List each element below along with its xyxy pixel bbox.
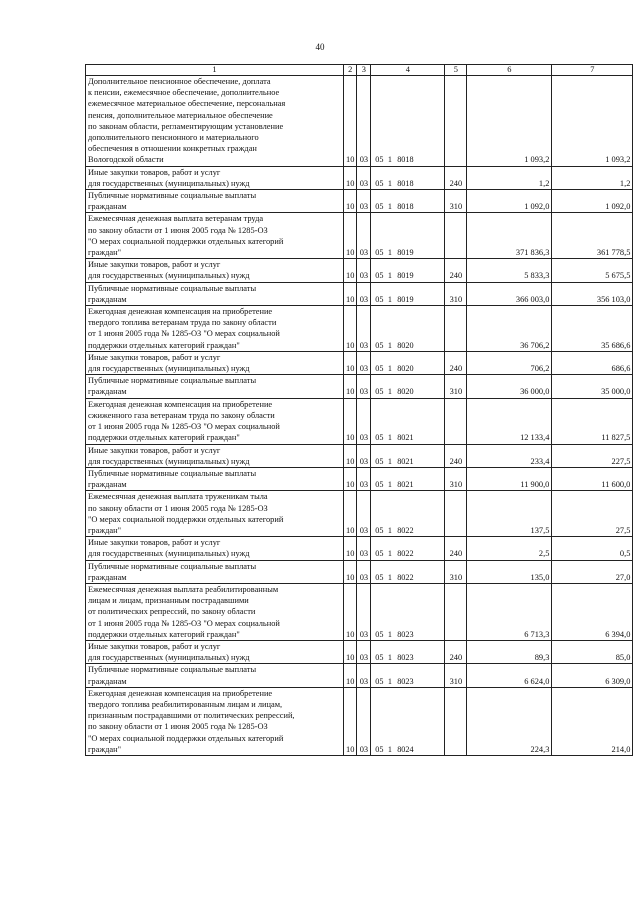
row-description <box>86 375 344 398</box>
table-row <box>86 640 633 663</box>
section-code: 10 <box>344 687 357 755</box>
table-row <box>86 560 633 583</box>
amount-year-2: 0,5 <box>552 537 633 560</box>
subsection-code: 03 <box>357 282 371 305</box>
amount-year-1: 1 093,2 <box>467 76 552 167</box>
row-description <box>86 213 344 259</box>
description-line: от политических репрессий, по закону области <box>88 607 256 617</box>
subsection-code: 03 <box>357 664 371 687</box>
target-article-code <box>371 398 445 444</box>
amount-year-1: 135,0 <box>467 560 552 583</box>
code-part: 1 <box>387 549 392 559</box>
row-description <box>86 351 344 374</box>
section-code: 10 <box>344 537 357 560</box>
target-article-code <box>371 213 445 259</box>
amount-year-2: 1,2 <box>552 166 633 189</box>
code-part: 8020 <box>397 340 414 350</box>
expense-type-code: 310 <box>445 375 467 398</box>
description-line: "О мерах социальной поддержки отдельных категорий <box>88 733 284 743</box>
section-code: 10 <box>344 76 357 167</box>
header-cell: 3 <box>357 65 371 76</box>
header-cell: 5 <box>445 65 467 76</box>
amount-year-1: 1,2 <box>467 166 552 189</box>
amount-year-1: 5 833,3 <box>467 259 552 282</box>
description-line: Публичные нормативные социальные выплаты <box>88 665 257 675</box>
amount-year-1: 224,3 <box>467 687 552 755</box>
amount-year-2: 214,0 <box>552 687 633 755</box>
description-line: для государственных (муниципальных) нужд <box>88 271 250 281</box>
target-article-code <box>371 491 445 537</box>
section-code: 10 <box>344 444 357 467</box>
header-cell: 7 <box>552 65 633 76</box>
amount-year-2: 1 092,0 <box>552 190 633 213</box>
code-part: 05 <box>375 653 384 663</box>
section-code: 10 <box>344 351 357 374</box>
row-description <box>86 537 344 560</box>
target-article-code <box>371 640 445 663</box>
row-description <box>86 491 344 537</box>
description-line: граждан" <box>88 525 122 535</box>
expense-type-code <box>445 398 467 444</box>
table-row <box>86 190 633 213</box>
code-part: 8023 <box>397 629 414 639</box>
subsection-code: 03 <box>357 467 371 490</box>
description-line: дополнительного пенсионного и материального <box>88 133 259 143</box>
section-code: 10 <box>344 664 357 687</box>
description-line: Публичные нормативные социальные выплаты <box>88 191 257 201</box>
code-part: 8021 <box>397 480 414 490</box>
code-part: 1 <box>387 480 392 490</box>
target-article-code <box>371 351 445 374</box>
description-line: Иные закупки товаров, работ и услуг <box>88 641 221 651</box>
expense-type-code <box>445 491 467 537</box>
code-part: 05 <box>375 525 384 535</box>
section-code: 10 <box>344 640 357 663</box>
amount-year-1: 1 092,0 <box>467 190 552 213</box>
page-number: 40 <box>315 42 325 52</box>
description-line: по закону области от 1 июня 2005 года № 1285-ОЗ <box>88 225 268 235</box>
expense-type-code <box>445 306 467 352</box>
code-part: 05 <box>375 549 384 559</box>
code-part: 1 <box>387 676 392 686</box>
target-article-code <box>371 166 445 189</box>
amount-year-1: 371 836,3 <box>467 213 552 259</box>
amount-year-1: 233,4 <box>467 444 552 467</box>
subsection-code: 03 <box>357 444 371 467</box>
subsection-code: 03 <box>357 398 371 444</box>
code-part: 1 <box>387 629 392 639</box>
code-part: 05 <box>375 433 384 443</box>
description-line: Ежемесячная денежная выплата труженикам тыла <box>88 492 268 502</box>
amount-year-1: 6 624,0 <box>467 664 552 687</box>
code-part: 8018 <box>397 155 414 165</box>
row-description <box>86 306 344 352</box>
table-row <box>86 687 633 755</box>
amount-year-2: 356 103,0 <box>552 282 633 305</box>
row-description <box>86 259 344 282</box>
section-code: 10 <box>344 583 357 640</box>
target-article-code <box>371 687 445 755</box>
section-code: 10 <box>344 560 357 583</box>
description-line: Дополнительное пенсионное обеспечение, доплата <box>88 77 271 86</box>
subsection-code: 03 <box>357 537 371 560</box>
target-article-code <box>371 259 445 282</box>
code-part: 1 <box>387 525 392 535</box>
description-line: от 1 июня 2005 года № 1285-ОЗ "О мерах социальной <box>88 618 280 628</box>
description-line: Вологодской области <box>88 155 164 165</box>
section-code: 10 <box>344 375 357 398</box>
expense-type-code: 310 <box>445 664 467 687</box>
section-code: 10 <box>344 306 357 352</box>
code-part: 8023 <box>397 653 414 663</box>
code-part: 8019 <box>397 294 414 304</box>
description-line: Иные закупки товаров, работ и услуг <box>88 260 221 270</box>
description-line: Иные закупки товаров, работ и услуг <box>88 538 221 548</box>
expense-type-code <box>445 687 467 755</box>
expense-type-code: 310 <box>445 467 467 490</box>
amount-year-2: 686,6 <box>552 351 633 374</box>
code-part: 1 <box>387 202 392 212</box>
code-part: 05 <box>375 178 384 188</box>
code-part: 05 <box>375 271 384 281</box>
amount-year-2: 85,0 <box>552 640 633 663</box>
code-part: 8018 <box>397 178 414 188</box>
amount-year-2: 227,5 <box>552 444 633 467</box>
code-part: 8023 <box>397 676 414 686</box>
row-description <box>86 583 344 640</box>
table-row <box>86 664 633 687</box>
expense-type-code: 240 <box>445 537 467 560</box>
description-line: по закону области от 1 июня 2005 года № 1285-ОЗ <box>88 503 268 513</box>
target-article-code <box>371 537 445 560</box>
expense-type-code: 310 <box>445 560 467 583</box>
description-line: Иные закупки товаров, работ и услуг <box>88 445 221 455</box>
amount-year-1: 36 000,0 <box>467 375 552 398</box>
description-line: пенсия, дополнительное материальное обеспечение <box>88 110 273 120</box>
table-header-row <box>86 65 633 76</box>
amount-year-2: 6 309,0 <box>552 664 633 687</box>
code-part: 8022 <box>397 525 414 535</box>
row-description <box>86 560 344 583</box>
row-description <box>86 76 344 167</box>
description-line: по законам области, регламентирующим установление <box>88 121 284 131</box>
description-line: гражданам <box>88 480 127 490</box>
code-part: 1 <box>387 340 392 350</box>
description-line: Ежемесячная денежная выплата реабилитированным <box>88 584 279 594</box>
subsection-code: 03 <box>357 190 371 213</box>
table-row <box>86 491 633 537</box>
section-code: 10 <box>344 259 357 282</box>
row-description <box>86 664 344 687</box>
expense-type-code: 310 <box>445 190 467 213</box>
code-part: 1 <box>387 433 392 443</box>
description-line: гражданам <box>88 387 127 397</box>
budget-table <box>85 64 633 756</box>
expense-type-code: 240 <box>445 351 467 374</box>
row-description <box>86 282 344 305</box>
description-line: лицам и лицам, признанным пострадавшими <box>88 596 249 606</box>
table-row <box>86 537 633 560</box>
amount-year-1: 137,5 <box>467 491 552 537</box>
description-line: Публичные нормативные социальные выплаты <box>88 283 257 293</box>
amount-year-1: 2,5 <box>467 537 552 560</box>
description-line: признанным пострадавшими от политических репрессий, <box>88 711 295 721</box>
subsection-code: 03 <box>357 375 371 398</box>
row-description <box>86 398 344 444</box>
code-part: 8022 <box>397 572 414 582</box>
section-code: 10 <box>344 467 357 490</box>
subsection-code: 03 <box>357 351 371 374</box>
description-line: поддержки отдельных категорий граждан" <box>88 433 240 443</box>
table-row <box>86 306 633 352</box>
code-part: 05 <box>375 294 384 304</box>
code-part: 05 <box>375 364 384 374</box>
header-cell: 1 <box>86 65 344 76</box>
row-description <box>86 444 344 467</box>
target-article-code <box>371 306 445 352</box>
target-article-code <box>371 664 445 687</box>
table-row <box>86 282 633 305</box>
table-row <box>86 76 633 167</box>
code-part: 1 <box>387 294 392 304</box>
description-line: Публичные нормативные социальные выплаты <box>88 376 257 386</box>
description-line: гражданам <box>88 572 127 582</box>
table-row <box>86 467 633 490</box>
code-part: 05 <box>375 387 384 397</box>
subsection-code: 03 <box>357 640 371 663</box>
description-line: сжиженного газа ветеранам труда по закону области <box>88 410 275 420</box>
description-line: от 1 июня 2005 года № 1285-ОЗ "О мерах социальной <box>88 422 280 432</box>
amount-year-1: 366 003,0 <box>467 282 552 305</box>
row-description <box>86 467 344 490</box>
section-code: 10 <box>344 213 357 259</box>
amount-year-1: 89,3 <box>467 640 552 663</box>
description-line: поддержки отдельных категорий граждан" <box>88 340 240 350</box>
description-line: для государственных (муниципальных) нужд <box>88 178 250 188</box>
code-part: 1 <box>387 248 392 258</box>
section-code: 10 <box>344 282 357 305</box>
description-line: гражданам <box>88 294 127 304</box>
code-part: 05 <box>375 155 384 165</box>
description-line: гражданам <box>88 202 127 212</box>
description-line: Ежегодная денежная компенсация на приобретение <box>88 399 273 409</box>
description-line: Ежегодная денежная компенсация на приобретение <box>88 688 273 698</box>
description-line: Публичные нормативные социальные выплаты <box>88 468 257 478</box>
description-line: твердого топлива реабилитированным лицам и лицам, <box>88 699 283 709</box>
code-part: 1 <box>387 744 392 754</box>
amount-year-2: 35 686,6 <box>552 306 633 352</box>
amount-year-2: 5 675,5 <box>552 259 633 282</box>
table-row <box>86 444 633 467</box>
amount-year-1: 706,2 <box>467 351 552 374</box>
subsection-code: 03 <box>357 306 371 352</box>
amount-year-1: 36 706,2 <box>467 306 552 352</box>
expense-type-code: 240 <box>445 640 467 663</box>
description-line: поддержки отдельных категорий граждан" <box>88 629 240 639</box>
code-part: 05 <box>375 629 384 639</box>
amount-year-2: 27,0 <box>552 560 633 583</box>
target-article-code <box>371 375 445 398</box>
code-part: 1 <box>387 178 392 188</box>
code-part: 8018 <box>397 202 414 212</box>
code-part: 05 <box>375 456 384 466</box>
code-part: 8020 <box>397 387 414 397</box>
description-line: граждан" <box>88 248 122 258</box>
subsection-code: 03 <box>357 583 371 640</box>
amount-year-2: 1 093,2 <box>552 76 633 167</box>
description-line: для государственных (муниципальных) нужд <box>88 653 250 663</box>
description-line: от 1 июня 2005 года № 1285-ОЗ "О мерах социальной <box>88 329 280 339</box>
code-part: 8019 <box>397 271 414 281</box>
code-part: 1 <box>387 364 392 374</box>
description-line: ежемесячное материальное обеспечение, персональная <box>88 99 286 109</box>
subsection-code: 03 <box>357 76 371 167</box>
code-part: 1 <box>387 653 392 663</box>
description-line: для государственных (муниципальных) нужд <box>88 456 250 466</box>
section-code: 10 <box>344 491 357 537</box>
target-article-code <box>371 560 445 583</box>
code-part: 05 <box>375 744 384 754</box>
amount-year-2: 27,5 <box>552 491 633 537</box>
code-part: 05 <box>375 676 384 686</box>
code-part: 8024 <box>397 744 414 754</box>
row-description <box>86 166 344 189</box>
expense-type-code <box>445 76 467 167</box>
section-code: 10 <box>344 166 357 189</box>
code-part: 1 <box>387 456 392 466</box>
table-row <box>86 375 633 398</box>
code-part: 8022 <box>397 549 414 559</box>
code-part: 8019 <box>397 248 414 258</box>
subsection-code: 03 <box>357 687 371 755</box>
description-line: по закону области от 1 июня 2005 года № 1285-ОЗ <box>88 722 268 732</box>
table-row <box>86 351 633 374</box>
expense-type-code <box>445 583 467 640</box>
expense-type-code <box>445 213 467 259</box>
target-article-code <box>371 282 445 305</box>
code-part: 8021 <box>397 456 414 466</box>
code-part: 05 <box>375 202 384 212</box>
expense-type-code: 310 <box>445 282 467 305</box>
description-line: Публичные нормативные социальные выплаты <box>88 561 257 571</box>
header-cell: 6 <box>467 65 552 76</box>
table-row <box>86 583 633 640</box>
amount-year-2: 6 394,0 <box>552 583 633 640</box>
amount-year-1: 6 713,3 <box>467 583 552 640</box>
target-article-code <box>371 467 445 490</box>
target-article-code <box>371 444 445 467</box>
description-line: обеспечения в отношении конкретных граждан <box>88 144 257 154</box>
description-line: для государственных (муниципальных) нужд <box>88 364 250 374</box>
amount-year-2: 35 000,0 <box>552 375 633 398</box>
target-article-code <box>371 190 445 213</box>
header-cell: 4 <box>371 65 445 76</box>
row-description <box>86 687 344 755</box>
table-row <box>86 166 633 189</box>
code-part: 05 <box>375 572 384 582</box>
subsection-code: 03 <box>357 491 371 537</box>
amount-year-1: 12 133,4 <box>467 398 552 444</box>
section-code: 10 <box>344 190 357 213</box>
description-line: "О мерах социальной поддержки отдельных категорий <box>88 236 284 246</box>
description-line: для государственных (муниципальных) нужд <box>88 549 250 559</box>
code-part: 05 <box>375 248 384 258</box>
header-cell: 2 <box>344 65 357 76</box>
amount-year-2: 11 827,5 <box>552 398 633 444</box>
subsection-code: 03 <box>357 213 371 259</box>
amount-year-2: 11 600,0 <box>552 467 633 490</box>
description-line: к пенсии, ежемесячное обеспечение, дополнительное <box>88 88 280 98</box>
code-part: 1 <box>387 572 392 582</box>
expense-type-code: 240 <box>445 259 467 282</box>
subsection-code: 03 <box>357 259 371 282</box>
description-line: граждан" <box>88 744 122 754</box>
code-part: 05 <box>375 340 384 350</box>
code-part: 1 <box>387 271 392 281</box>
table-row <box>86 259 633 282</box>
table-row <box>86 213 633 259</box>
description-line: Ежегодная денежная компенсация на приобретение <box>88 307 273 317</box>
section-code: 10 <box>344 398 357 444</box>
description-line: Иные закупки товаров, работ и услуг <box>88 352 221 362</box>
row-description <box>86 190 344 213</box>
code-part: 8020 <box>397 364 414 374</box>
target-article-code <box>371 76 445 167</box>
description-line: гражданам <box>88 676 127 686</box>
code-part: 05 <box>375 480 384 490</box>
target-article-code <box>371 583 445 640</box>
table-row <box>86 398 633 444</box>
subsection-code: 03 <box>357 166 371 189</box>
row-description <box>86 640 344 663</box>
description-line: Иные закупки товаров, работ и услуг <box>88 167 221 177</box>
amount-year-2: 361 778,5 <box>552 213 633 259</box>
amount-year-1: 11 900,0 <box>467 467 552 490</box>
code-part: 8021 <box>397 433 414 443</box>
code-part: 1 <box>387 155 392 165</box>
expense-type-code: 240 <box>445 444 467 467</box>
subsection-code: 03 <box>357 560 371 583</box>
description-line: "О мерах социальной поддержки отдельных категорий <box>88 514 284 524</box>
description-line: Ежемесячная денежная выплата ветеранам труда <box>88 214 264 224</box>
expense-type-code: 240 <box>445 166 467 189</box>
description-line: твердого топлива ветеранам труда по закону области <box>88 318 277 328</box>
code-part: 1 <box>387 387 392 397</box>
